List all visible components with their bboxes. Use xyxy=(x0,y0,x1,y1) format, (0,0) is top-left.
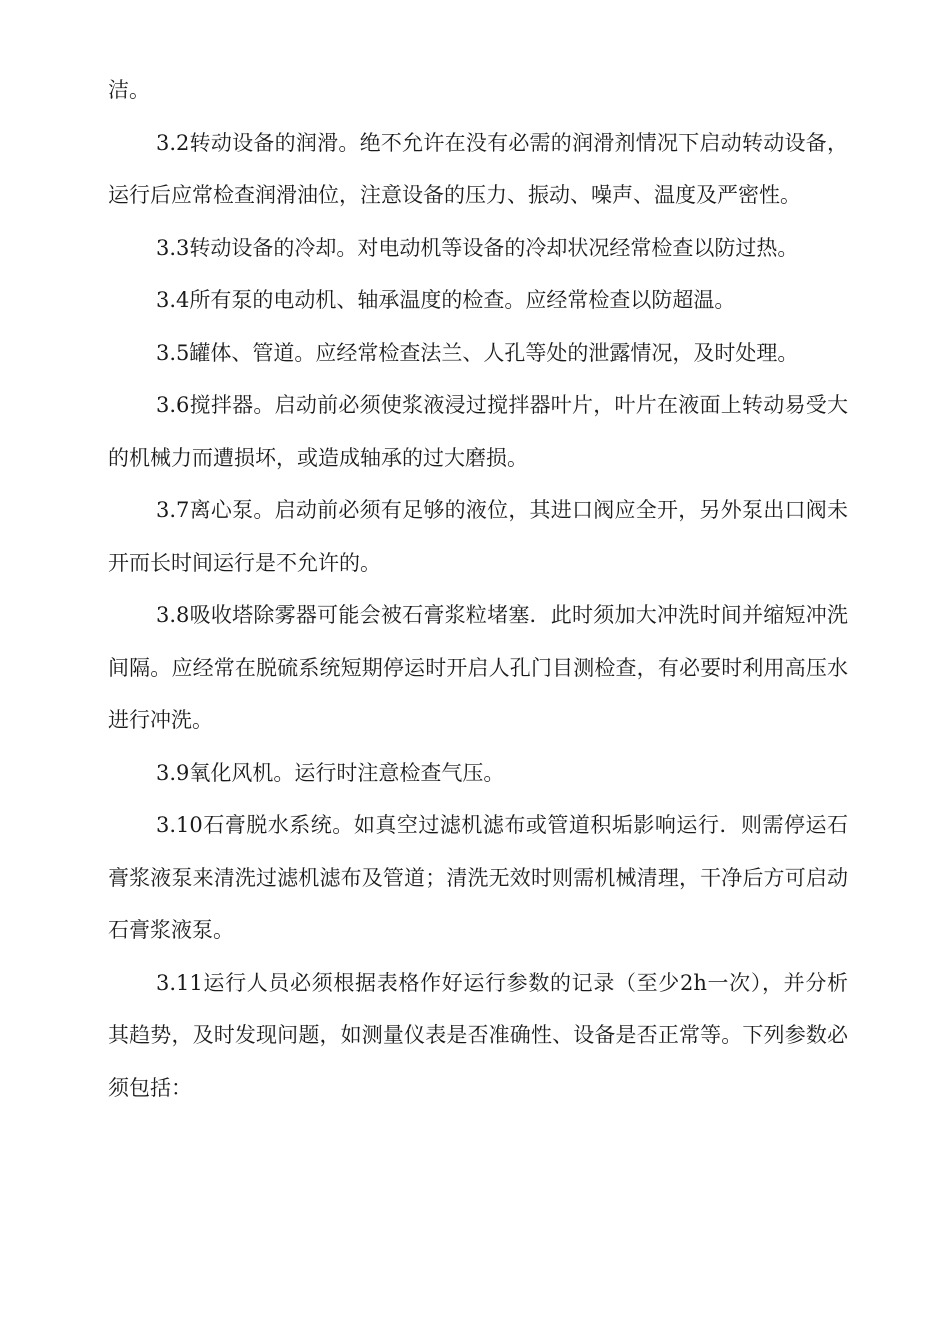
paragraph-continuation: 洁。 xyxy=(108,78,150,102)
paragraph-3-5: 3.5罐体、管道。应经常检查法兰、人孔等处的泄露情况，及时处理。 xyxy=(156,340,799,365)
paragraph-3-3: 3.3转动设备的冷却。对电动机等设备的冷却状况经常检查以防过热。 xyxy=(156,235,799,260)
body-text xyxy=(108,64,848,1114)
paragraph-3-10: 3.10石膏脱水系统。如真空过滤机滤布或管道积垢影响运行．则需停运石膏浆液泵来清洗过滤机滤布及管道；清洗无效时则需机械清理，干净后方可启动石膏浆液泵。 xyxy=(108,813,848,942)
paragraph-3-8: 3.8吸收塔除雾器可能会被石膏浆粒堵塞．此时须加大冲洗时间并缩短冲洗间隔。应经常在脱硫系统短期停运时开启人孔门目测检查，有必要时利用高压水进行冲洗。 xyxy=(108,603,848,732)
paragraph-3-6: 3.6搅拌器。启动前必须使浆液浸过搅拌器叶片，叶片在液面上转动易受大的机械力而遭损坏，或造成轴承的过大磨损。 xyxy=(108,393,848,470)
paragraph-3-7: 3.7离心泵。启动前必须有足够的液位，其进口阀应全开，另外泵出口阀未开而长时间运行是不允许的。 xyxy=(108,498,848,575)
paragraph-3-2: 3.2转动设备的润滑。绝不允许在没有必需的润滑剂情况下启动转动设备，运行后应常检查润滑油位，注意设备的压力、振动、噪声、温度及严密性。 xyxy=(108,130,848,207)
paragraph-3-9: 3.9氧化风机。运行时注意检查气压。 xyxy=(156,760,505,785)
paragraph-3-4: 3.4所有泵的电动机、轴承温度的检查。应经常检查以防超温。 xyxy=(156,288,736,312)
paragraph-3-11: 3.11运行人员必须根据表格作好运行参数的记录（至少2h一次），并分析其趋势，及时发现问题，如测量仪表是否准确性、设备是否正常等。下列参数必须包括： xyxy=(108,970,848,1100)
